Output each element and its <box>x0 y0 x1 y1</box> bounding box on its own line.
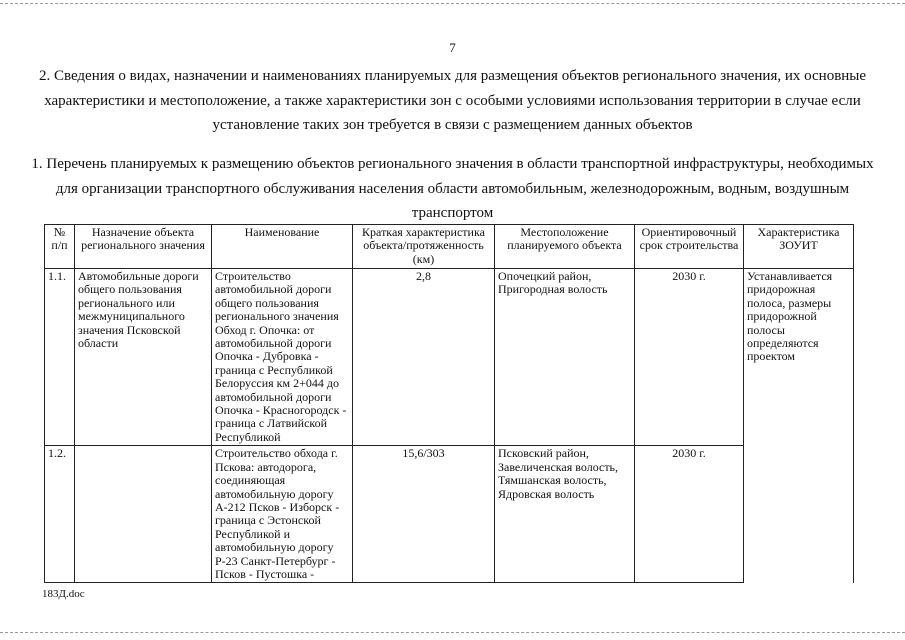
row-num: 1.1. <box>45 269 75 446</box>
page-number: 7 <box>449 40 456 55</box>
row-location: Опочецкий район, Пригородная волость <box>495 269 635 446</box>
objects-table <box>44 224 854 583</box>
row-num: 1.2. <box>45 446 75 583</box>
row-name: Строительство обхода г. Пскова: автодорога, соединяющая автомобильную дорогу А-212 Псков - Изборск - граница с Эстонской Республикой и автомобильную дорогу Р-23 Санкт-Петербург - Псков - Пустошка - <box>212 446 353 583</box>
row-location: Псковский район, Завеличенская волость, Тямшанская волость, Ядровская волость <box>495 446 635 583</box>
row-term: 2030 г. <box>635 269 744 446</box>
list-heading: 1. Перечень планируемых к размещению объектов регионального значения в области транспортной инфраструктуры, необходимых для организации транспортного обслуживания населения области автомобильным, железнодорожным, водным, воздушным транспортом <box>31 156 874 221</box>
header-term: Ориентировочный срок строительства <box>635 225 744 269</box>
footer-filename: 183Д.doc <box>42 588 85 600</box>
header-zone: Характеристика ЗОУИТ <box>744 225 854 269</box>
header-location: Местоположение планируемого объекта <box>495 225 635 269</box>
section-heading: 2. Сведения о видах, назначении и наименованиях планируемых для размещения объектов регионального значения, их основные характеристики и местоположение, а также характеристики зон с особыми условиями использования территории в случае если установление таких зон требуется в связи с размещением данных объектов <box>38 68 867 133</box>
row-purpose <box>75 446 212 583</box>
header-num: № п/п <box>45 225 75 269</box>
header-name: Наименование <box>212 225 353 269</box>
header-purpose: Назначение объекта регионального значения <box>75 225 212 269</box>
row-characteristic: 2,8 <box>353 269 495 446</box>
row-characteristic: 15,6/303 <box>353 446 495 583</box>
table-row <box>45 446 854 583</box>
scan-bottom-line <box>0 632 905 633</box>
header-characteristic: Краткая характеристика объекта/протяженность (км) <box>353 225 495 269</box>
scan-top-line <box>0 3 905 4</box>
row-purpose: Автомобильные дороги общего пользования регионального или межмуниципального значения Псковской области <box>75 269 212 446</box>
row-zone: Устанавливается придорожная полоса, размеры придорожной полосы определяются проектом <box>744 269 854 583</box>
table-row <box>45 269 854 446</box>
table-header-row <box>45 225 854 269</box>
row-name: Строительство автомобильной дороги общего пользования регионального значения Обход г. Опочка: от автомобильной дороги Опочка - Дубровка - граница с Республикой Белоруссия км 2+044 до автомобильной дороги Опочка - Красногородск - граница с Латвийской Республикой <box>212 269 353 446</box>
row-term: 2030 г. <box>635 446 744 583</box>
